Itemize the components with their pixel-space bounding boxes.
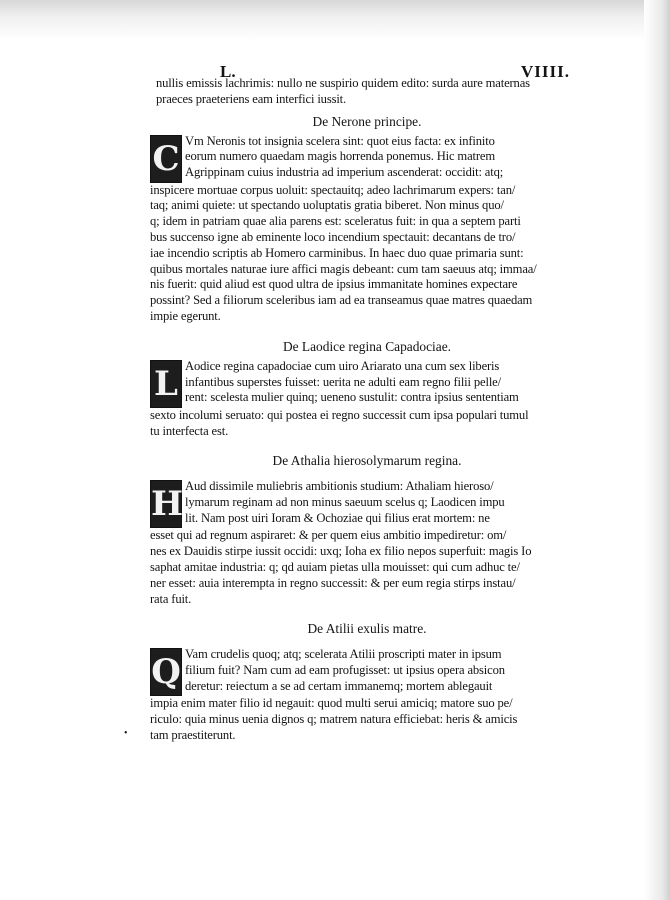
text-line: saphat amitae industria: q; qd auiam pietas ulla mouisset: qui cum adhuc te/: [150, 559, 520, 574]
running-head: [150, 30, 584, 81]
text-line: lit. Nam post uiri Ioram & Ochoziae qui filius erat mortem: ne: [185, 510, 490, 525]
text-line: nullis emissis lachrimis: nullo ne suspirio quidem edito: surda aure maternas: [156, 76, 530, 90]
book-page: [124, 30, 584, 860]
decorated-initial: C: [150, 135, 182, 183]
text-line: quibus mortales naturae iure affici magis debeant: cum tam saeuus atq; immaa/: [150, 261, 537, 276]
text-line: nis fuerit: quid aliud est quod ultra de ipsius immanitate homines expectare: [150, 277, 518, 292]
section-athalia: [150, 453, 584, 607]
text-line: Aud dissimile muliebris ambitionis studium: Athaliam hieroso/: [185, 479, 494, 494]
section-laodice: [150, 339, 584, 440]
text-line: ner esset: auia interempta in regno successit: & per eum regia stirps instau/: [150, 575, 516, 590]
text-line: inspicere mortuae corpus uoluit: spectauitq; adeo lachrimarum expers: tan/: [150, 182, 516, 197]
text-line: q; idem in patriam quae alia parens est: sceleratus fuit: in qua a septem parti: [150, 214, 521, 229]
section-atilius-mother: [124, 621, 584, 743]
running-head-left: L.: [220, 62, 236, 81]
text-line: Vm Neronis tot insignia scelera sint: quot eius facta: ex infinito: [185, 133, 495, 148]
folio-number: VIIII.: [521, 62, 570, 81]
text-line: impia enim mater filio id negauit: quod multi serui amiciq; matore suo pe/: [150, 696, 513, 711]
section-nero: [150, 114, 584, 325]
text-line: Agrippinam cuius industria ad imperium ascenderat: occidit: atq;: [185, 165, 504, 180]
text-line: riculo: quia minus uenia dignos q; matrem natura efficiebat: heris & amicis: [150, 712, 518, 727]
text-line: iae incendio scriptis ab Homero carminibus. In haec duo quae primaria sunt:: [150, 245, 524, 260]
text-line: bus succenso igne ab eminente loco incendium spectauit: decantans de tro/: [150, 229, 516, 244]
text-line: impie egerunt.: [150, 308, 221, 323]
section-heading: De Nerone principe.: [312, 113, 422, 129]
text-line: Aodice regina capadociae cum uiro Ariarato una cum sex liberis: [185, 358, 500, 373]
text-line: possint? Sed a filiorum sceleribus iam ad ea transeamus quae matres quaedam: [150, 293, 533, 308]
text-line: eorum numero quaedam magis horrenda ponemus. Hic matrem: [185, 149, 495, 164]
text-line: rent: scelesta mulier quinq; ueneno sustulit: contra ipsius sententiam: [185, 390, 519, 405]
text-line: esset qui ad regnum aspiraret: & per quem eius ambitio impediretur: om/: [150, 528, 507, 543]
scan-shadow-right: [644, 0, 670, 900]
text-line: deretur: reiectum a se ad certam immanemq; mortem ablegauit: [185, 678, 493, 693]
text-line: tu interfecta est.: [150, 423, 229, 438]
margin-dot-icon: •: [124, 727, 128, 739]
text-line: taq; animi quiete: ut spectando uoluptatis gratia biberet. Non minus quo/: [150, 198, 504, 213]
section-heading: De Atilii exulis matre.: [307, 621, 427, 637]
decorated-initial: H: [150, 480, 182, 528]
text-line: sexto incolumi seruato: qui postea ei regno successit cum ipsa populari tumul: [150, 407, 529, 422]
decorated-initial: L: [150, 360, 182, 408]
text-line: infantibus superstes fuisset: uerita ne adulti eam regno filii pelle/: [185, 374, 501, 389]
section-heading: De Laodice regina Capadociae.: [282, 338, 452, 354]
text-line: nes ex Dauidis stirpe iussit occidi: uxq; Ioha ex filio nepos superfuit: magis Io: [150, 544, 532, 559]
text-line: rata fuit.: [150, 591, 192, 606]
section-heading: De Athalia hierosolymarum regina.: [272, 453, 462, 469]
text-line: praeces praeteriens eam interfici iussit.: [156, 91, 347, 106]
decorated-initial: Q: [150, 648, 182, 696]
text-line: Vam crudelis quoq; atq; scelerata Atilii proscripti mater in ipsum: [185, 647, 502, 662]
text-line: [124, 727, 584, 744]
text-line: lymarum reginam ad non minus saeuum scelus q; Laodicen impu: [185, 495, 505, 510]
text-line-content: tam praestiterunt.: [150, 727, 236, 742]
intro-text: [150, 76, 584, 108]
text-line: filium fuit? Nam cum ad eam profugisset: ut ipsius opera absicon: [185, 663, 505, 678]
